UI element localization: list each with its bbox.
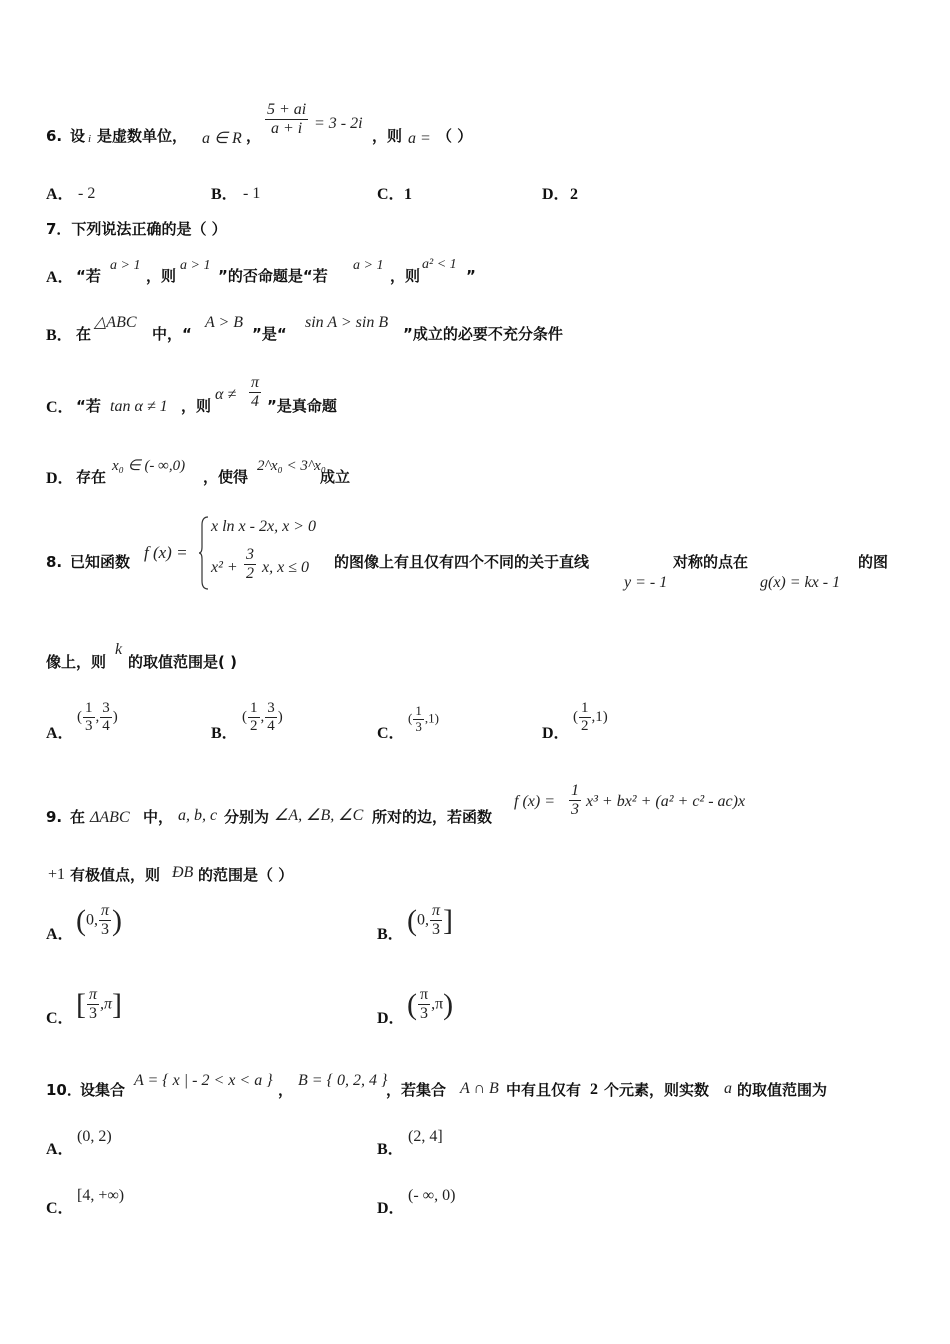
- q9-option-c-value: [ $\frac{\pi}{3}$ ,π]: [76, 986, 123, 1023]
- q7-d-t1: 存在: [76, 468, 107, 486]
- q7-c-fraction: [248, 374, 262, 412]
- q7-option-b-label: B．: [46, 327, 73, 344]
- q8-case2-den: 2: [246, 565, 254, 583]
- q10-two: 2: [590, 1081, 598, 1098]
- q7-option-a-label: A．: [46, 269, 74, 286]
- q7-d-t3: 成立: [320, 468, 351, 486]
- q10-number: 10．: [46, 1081, 82, 1099]
- q9-angle-b: ÐB: [172, 864, 194, 881]
- q7-a-m3: a > 1: [353, 258, 384, 273]
- q7-c-frac-den: 4: [251, 393, 259, 411]
- q6-text-3: ，则: [372, 127, 403, 145]
- q10-t1: 设集合: [80, 1081, 126, 1099]
- q8-option-b-value: ( $\frac{1}{2}$ , $\frac{3}{4}$ ): [242, 700, 283, 735]
- q10-option-d-value: (- ∞, 0): [408, 1187, 456, 1204]
- q8-case-1: x ln x - 2x, x > 0: [211, 518, 316, 535]
- q9-f-den: 3: [571, 801, 579, 819]
- q7-b-t2: 中，“: [152, 325, 192, 343]
- q6-option-d-value: 2: [570, 186, 578, 203]
- q6-number: 6.: [46, 127, 63, 145]
- q7-c-t2: ，则: [181, 397, 212, 415]
- q6-text-1: 设: [70, 127, 86, 145]
- q7-c-t1: “若: [76, 397, 101, 415]
- q8-fx: f (x) =: [144, 543, 188, 562]
- q7-b-t3: ”是“: [252, 325, 287, 343]
- q10-t3: 中有且仅有: [506, 1081, 582, 1099]
- q9-angles: ∠A, ∠B, ∠C: [274, 807, 364, 824]
- q9-f-rhs: x³ + bx² + (a² + c² - ac)x: [586, 793, 746, 810]
- q6-frac-den: a + i: [271, 120, 303, 138]
- q8-case-2-fraction: [243, 546, 257, 584]
- q9-option-d-label: D．: [377, 1010, 405, 1027]
- q7-a-t3: ”的否命题是“若: [218, 267, 328, 285]
- q8-option-c-value: ( $\frac{1}{3}$ ,1): [408, 703, 439, 734]
- q7-a-m2: a > 1: [180, 258, 211, 273]
- q8-t3: 对称的点在: [673, 553, 749, 571]
- q10-set-b: B = { 0, 2, 4 }: [298, 1072, 388, 1089]
- q7-d-m2: 2^x₀ < 3^x₀: [257, 458, 327, 474]
- q7-a-m1: a > 1: [110, 258, 141, 273]
- q9-f-lhs: f (x) =: [514, 793, 555, 810]
- q8-t2: 的图像上有且仅有四个不同的关于直线: [334, 553, 590, 571]
- q8-option-a-label: A．: [46, 725, 74, 742]
- q9-option-a-value: (0, $\frac{\pi}{3}$ ): [76, 902, 123, 939]
- q9-sides: a, b, c: [178, 807, 218, 824]
- q6-sep: ，: [246, 127, 262, 145]
- q8-t1: 已知函数: [70, 553, 131, 571]
- q8-t6: 的取值范围是( ): [128, 653, 237, 671]
- q7-a-t4: ，则: [390, 267, 421, 285]
- q10-t5: 的取值范围为: [737, 1081, 828, 1099]
- q10-set-a: A = { x | - 2 < x < a }: [134, 1072, 273, 1089]
- q8-line: y = - 1: [624, 574, 668, 591]
- q9-option-a-label: A．: [46, 926, 74, 943]
- q6-option-b-value: - 1: [243, 185, 261, 202]
- q9-option-b-label: B．: [377, 926, 404, 943]
- q9-t4: 所对的边，若函数: [372, 808, 493, 826]
- q8-option-d-label: D．: [542, 725, 570, 742]
- q10-option-a-label: A．: [46, 1141, 74, 1158]
- q6-option-c-value: 1: [404, 186, 412, 203]
- q7-a-t2: ，则: [146, 267, 177, 285]
- q7-option-c-label: C．: [46, 399, 74, 416]
- q9-option-d-value: ( $\frac{\pi}{3}$ ,π): [407, 986, 454, 1023]
- q9-t1: 在: [70, 808, 86, 826]
- q7-b-t1: 在: [76, 325, 92, 343]
- q6-frac-num: 5 + ai: [265, 101, 308, 120]
- q6-option-a-value: - 2: [78, 185, 96, 202]
- q6-condition: a ∈ R: [202, 130, 242, 147]
- q10-intersection: A ∩ B: [460, 1080, 499, 1097]
- q7-c-m2a: α ≠: [215, 386, 237, 403]
- q7-c-frac-num: π: [249, 374, 261, 393]
- q8-number: 8.: [46, 553, 63, 571]
- q10-option-a-value: (0, 2): [77, 1128, 112, 1145]
- q9-option-b-value: (0, $\frac{\pi}{3}$ ]: [407, 902, 454, 939]
- q7-d-t2: ，使得: [203, 468, 249, 486]
- q10-t4: 个元素，则实数: [604, 1081, 710, 1099]
- q10-t2: ，若集合: [386, 1081, 447, 1099]
- q7-d-m1: x₀ ∈ (- ∞,0): [112, 458, 186, 474]
- q6-option-a-label: A．: [46, 186, 74, 203]
- q10-option-b-label: B．: [377, 1141, 404, 1158]
- q8-option-c-label: C．: [377, 725, 405, 742]
- q7-stem: 7．下列说法正确的是（ ）: [46, 220, 227, 238]
- q6-equation-rhs: = 3 - 2i: [314, 115, 363, 132]
- q9-f-fraction: [568, 782, 582, 820]
- q8-case-2a: x² +: [211, 559, 238, 576]
- q8-option-b-label: B．: [211, 725, 238, 742]
- q6-fraction: [264, 101, 309, 139]
- q9-t2: 中，: [143, 808, 174, 826]
- q7-b-m2: A > B: [205, 314, 244, 331]
- q8-gx: g(x) = kx - 1: [760, 574, 841, 591]
- q6-option-b-label: B．: [211, 186, 238, 203]
- q10-option-c-label: C．: [46, 1200, 74, 1217]
- q9-number: 9.: [46, 808, 63, 826]
- q9-f-num: 1: [569, 782, 581, 801]
- q9-t5: 有极值点，则: [70, 866, 161, 884]
- q8-option-d-value: ( $\frac{1}{2}$ ,1): [573, 700, 608, 735]
- q7-b-t4: ”成立的必要不充分条件: [403, 325, 563, 343]
- q7-b-m3: sin A > sin B: [305, 314, 389, 331]
- q8-option-a-value: ( $\frac{1}{3}$ , $\frac{3}{4}$ ): [77, 700, 118, 735]
- q9-triangle: ΔABC: [90, 809, 130, 826]
- q7-a-t5: ”: [466, 267, 476, 285]
- q7-a-t1: “若: [76, 267, 101, 285]
- q8-t4: 的图: [858, 553, 889, 571]
- q8-brace-icon: [198, 515, 210, 591]
- q7-b-triangle: △ABC: [94, 314, 137, 331]
- q10-sep: ，: [278, 1081, 294, 1099]
- q6-option-d-label: D．: [542, 186, 570, 203]
- q10-option-b-value: (2, 4]: [408, 1128, 443, 1145]
- q8-k: k: [115, 641, 123, 658]
- q6-option-c-label: C．: [377, 186, 405, 203]
- q7-c-t3: ”是真命题: [267, 397, 337, 415]
- q6-text-2: 是虚数单位，: [97, 127, 188, 145]
- q10-option-c-value: [4, +∞): [77, 1187, 125, 1204]
- q7-option-d-label: D．: [46, 470, 74, 487]
- q9-t3: 分别为: [224, 808, 270, 826]
- q6-imag-unit: i: [88, 133, 92, 145]
- q7-a-m4: a² < 1: [422, 257, 457, 272]
- q10-var-a: a: [724, 1080, 732, 1097]
- q10-option-d-label: D．: [377, 1200, 405, 1217]
- q6-paren: （ ）: [437, 127, 473, 145]
- q9-plus-one: +1: [48, 866, 66, 883]
- q9-option-c-label: C．: [46, 1010, 74, 1027]
- q8-case2-num: 3: [244, 546, 256, 565]
- q9-t6: 的范围是（ ）: [198, 866, 294, 884]
- q7-c-m1: tan α ≠ 1: [110, 398, 168, 415]
- q8-t5: 像上，则: [46, 653, 107, 671]
- q8-case-2b: x, x ≤ 0: [262, 559, 309, 576]
- q6-ask: a =: [408, 130, 431, 147]
